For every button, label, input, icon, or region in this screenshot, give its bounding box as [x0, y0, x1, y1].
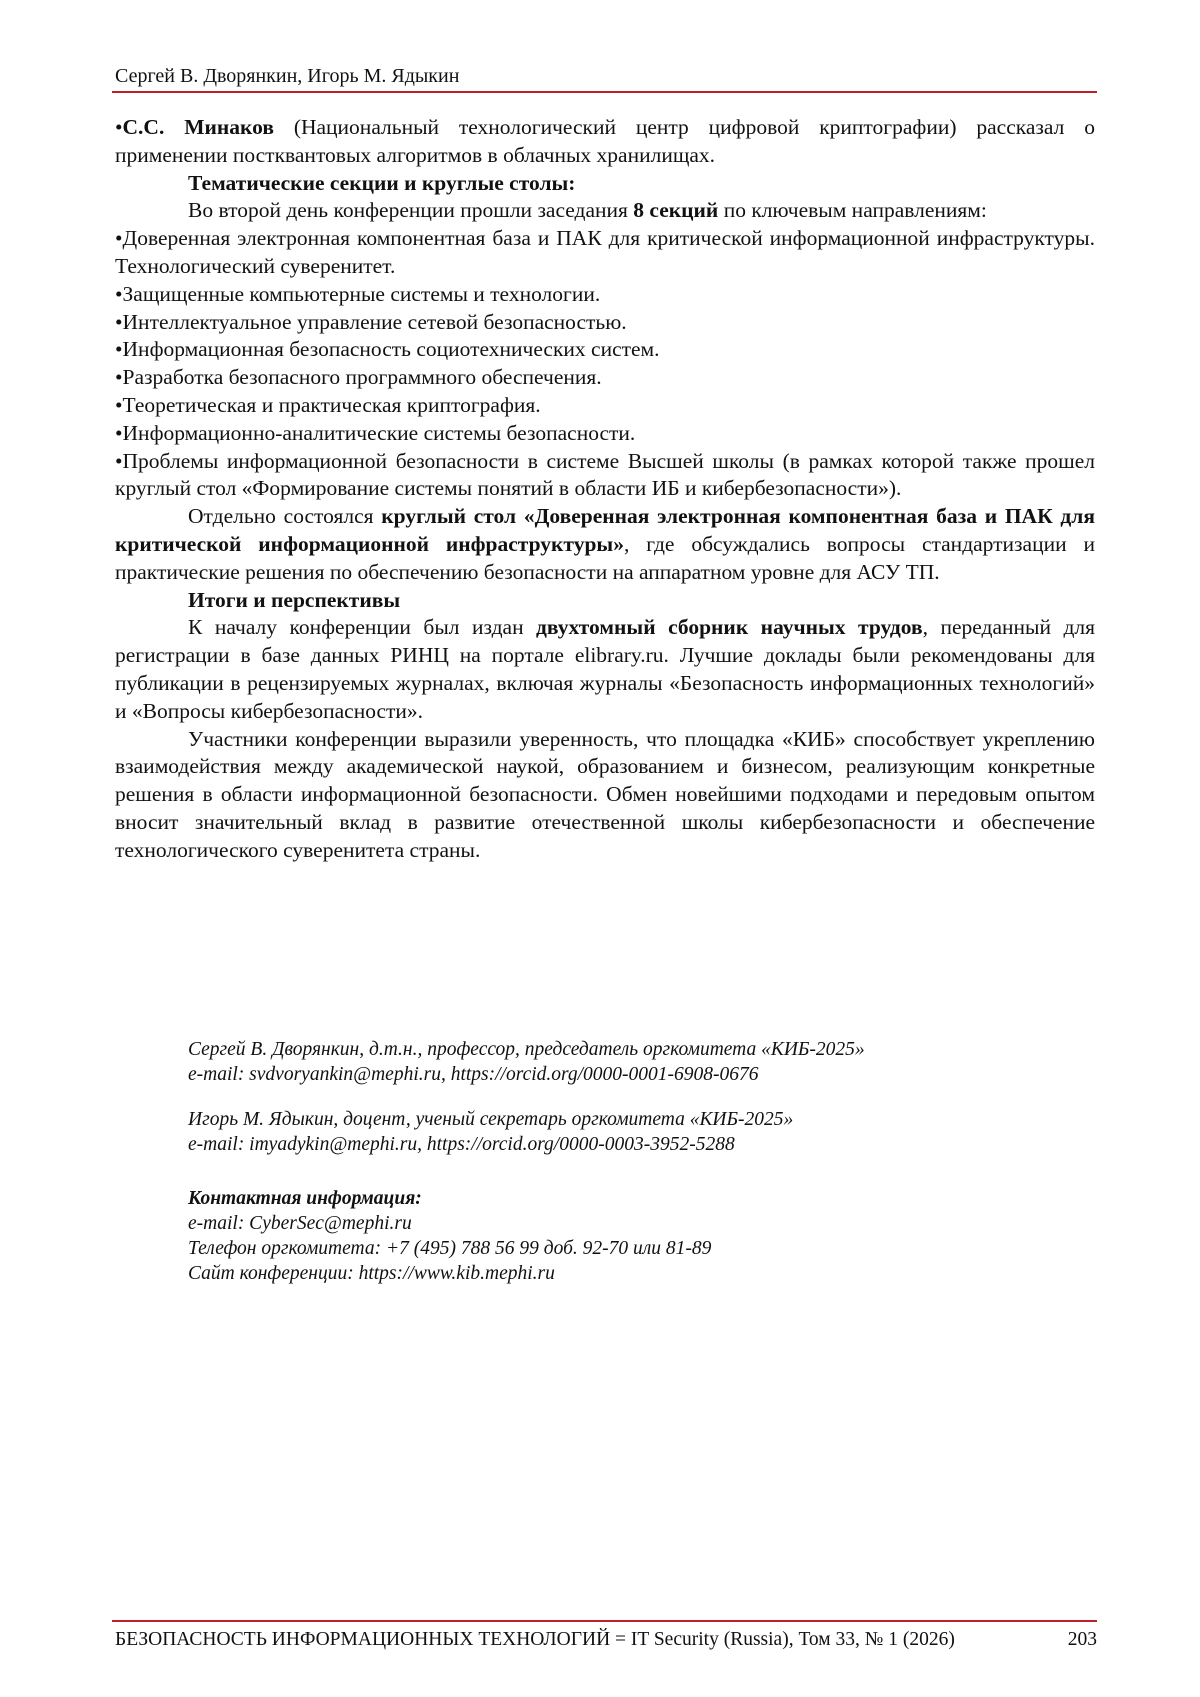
article-body: [115, 114, 1095, 865]
section-list-item: •Интеллектуальное управление сетевой безопасностью.: [115, 309, 627, 334]
contact-info: [188, 1186, 1088, 1286]
bullet-dot-icon: •: [115, 392, 123, 417]
author-affiliation: Игорь М. Ядыкин, доцент, ученый секретарь оргкомитета «КИБ-2025»: [188, 1109, 794, 1130]
section-list-item: •Информационная безопасность социотехнических систем.: [115, 337, 660, 362]
running-head-authors: Сергей В. Дворянкин, Игорь М. Ядыкин: [115, 65, 460, 87]
speaker-name: С.С. Минаков: [122, 115, 274, 139]
paragraph-proceedings: К началу конференции был издан двухтомный сборник научных трудов, переданный для регистрации в базе данных РИНЦ на портале elibrary.ru. Лучшие доклады были рекомендованы для публикации в рецензируемых журналах, включая журналы «Безопасность информационных технологий» и «Вопросы кибербезопасности».: [115, 615, 1095, 723]
section-list-item: •Проблемы информационной безопасности в системе Высшей школы (в рамках которой также прошел круглый стол «Формирование системы понятий в области ИБ и кибербезопасности»).: [115, 448, 1095, 501]
section-list-item: •Доверенная электронная компонентная база и ПАК для критической информационной инфраструктуры. Технологический суверенитет.: [115, 226, 1095, 278]
author-contacts: e-mail: svdvoryankin@mephi.ru, https://orcid.org/0000-0001-6908-0676: [188, 1064, 759, 1085]
section-list-item: •Теоретическая и практическая криптография.: [115, 392, 541, 417]
journal-citation: БЕЗОПАСНОСТЬ ИНФОРМАЦИОННЫХ ТЕХНОЛОГИЙ = IT Security (Russia), Том 33, № 1 (2026): [115, 1629, 955, 1650]
header-rule: [112, 91, 1097, 93]
page-number: 203: [1067, 1629, 1097, 1650]
contact-site: Сайт конференции: https://www.kib.mephi.ru: [188, 1263, 555, 1284]
paragraph-sections-intro: Во второй день конференции прошли заседания 8 секций по ключевым направлениям:: [188, 198, 987, 223]
bullet-dot-icon: •: [115, 448, 123, 473]
bullet-dot-icon: •: [115, 337, 123, 362]
bullet-dot-icon: •: [115, 226, 123, 251]
bullet-dot-icon: •: [115, 115, 123, 139]
bullet-item-minakov: •С.С. Минаков (Национальный технологический центр цифровой криптографии) рассказал о применении постквантовых алгоритмов в облачных хранилищах.: [115, 115, 1095, 167]
contact-email: e-mail: CyberSec@mephi.ru: [188, 1213, 412, 1234]
section-list-item: •Информационно-аналитические системы безопасности.: [115, 420, 636, 445]
author-info-dvoryankin: [188, 1037, 1088, 1087]
section-heading-results: Итоги и перспективы: [188, 587, 401, 612]
section-list-item: •Разработка безопасного программного обеспечения.: [115, 365, 602, 390]
author-affiliation: Сергей В. Дворянкин, д.т.н., профессор, председатель оргкомитета «КИБ-2025»: [188, 1039, 865, 1060]
contact-title: Контактная информация:: [188, 1188, 422, 1209]
author-contacts: e-mail: imyadykin@mephi.ru, https://orcid.org/0000-0003-3952-5288: [188, 1134, 735, 1155]
author-info-yadykin: [188, 1107, 1088, 1157]
bullet-dot-icon: •: [115, 420, 123, 445]
paragraph-conclusion: Участники конференции выразили уверенность, что площадка «КИБ» способствует укреплению взаимодействия между академической наукой, образованием и бизнесом, реализующим конкретные решения в области информационной безопасности. Обмен новейшими подходами и передовым опытом вносит значительный вклад в развитие отечественной школы кибербезопасности и обеспечение технологического суверенитета страны.: [115, 726, 1095, 862]
paragraph-round-table: Отдельно состоялся круглый стол «Доверенная электронная компонентная база и ПАК для критической информационной инфраструктуры», где обсуждались вопросы стандартизации и практические решения по обеспечению безопасности на аппаратном уровне для АСУ ТП.: [115, 504, 1095, 584]
bullet-dot-icon: •: [115, 309, 123, 334]
bullet-dot-icon: •: [115, 365, 123, 390]
section-list-item: •Защищенные компьютерные системы и технологии.: [115, 281, 601, 306]
bullet-dot-icon: •: [115, 281, 123, 306]
section-heading-thematic: Тематические секции и круглые столы:: [188, 170, 576, 195]
contact-phone: Телефон оргкомитета: +7 (495) 788 56 99 доб. 92-70 или 81-89: [188, 1238, 712, 1259]
footer-rule: [112, 1620, 1097, 1622]
